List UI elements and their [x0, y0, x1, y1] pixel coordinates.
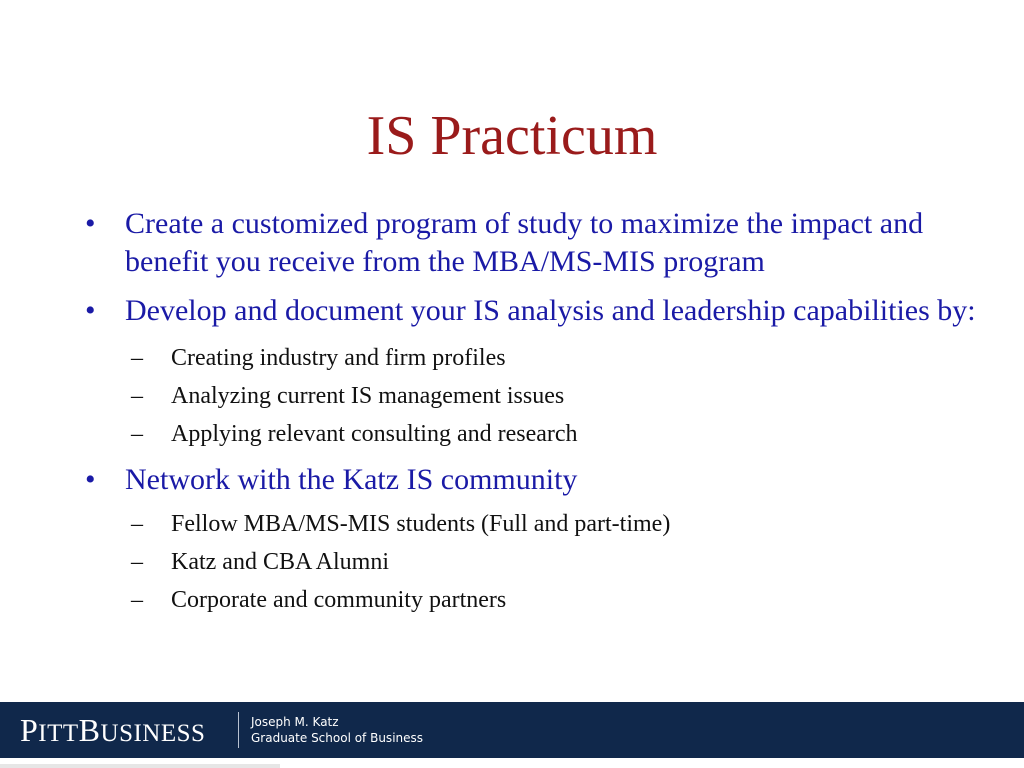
sub-bullet-list: [85, 339, 995, 453]
sub-bullet-item: [131, 543, 995, 581]
sub-bullet-mark: –: [131, 511, 143, 537]
bullet-mark: •: [85, 463, 96, 496]
bullet-mark: •: [85, 294, 96, 327]
sub-bullet-list: [85, 505, 995, 619]
logo-divider: [238, 712, 239, 748]
bottom-line: [0, 764, 280, 768]
sub-bullet-item: [131, 377, 995, 415]
sub-bullet-item: [131, 505, 995, 543]
logo-b: B: [78, 712, 101, 748]
sub-bullet-text: Katz and CBA Alumni: [171, 549, 389, 575]
school-name-line2: Graduate School of Business: [251, 731, 424, 745]
logo-itt: ITT: [38, 720, 79, 747]
logo-usiness: USINESS: [100, 720, 206, 747]
sub-bullet-text: Corporate and community partners: [171, 587, 507, 613]
sub-bullet-text: Applying relevant consulting and research: [171, 421, 578, 447]
bullet-mark: •: [85, 207, 96, 240]
sub-bullet-mark: –: [131, 421, 143, 447]
bullet-text: Create a customized program of study to maximize the impact and benefit you receive from the MBA/MS-MIS program: [125, 207, 924, 278]
school-name-line1: Joseph M. Katz: [251, 715, 339, 729]
pitt-business-logo: [20, 712, 205, 752]
slide-title: IS Practicum: [366, 105, 658, 167]
bullet-list: [85, 205, 995, 627]
sub-bullet-mark: –: [131, 345, 143, 371]
bullet-item: [85, 461, 995, 499]
sub-bullet-text: Analyzing current IS management issues: [171, 383, 565, 409]
logo-p: P: [20, 712, 39, 748]
bullet-item: [85, 289, 995, 333]
school-name: [251, 714, 423, 746]
sub-bullet-mark: –: [131, 549, 143, 575]
sub-bullet-item: [131, 415, 995, 453]
footer-banner: [0, 702, 1024, 758]
bullet-text: Develop and document your IS analysis and leadership capabilities by:: [125, 294, 976, 327]
sub-bullet-text: Creating industry and firm profiles: [171, 345, 506, 371]
sub-bullet-mark: –: [131, 587, 143, 613]
bullet-item: [85, 205, 995, 281]
sub-bullet-text: Fellow MBA/MS-MIS students (Full and part-time): [171, 511, 671, 537]
sub-bullet-item: [131, 581, 995, 619]
sub-bullet-item: [131, 339, 995, 377]
bullet-text: Network with the Katz IS community: [125, 463, 578, 496]
sub-bullet-mark: –: [131, 383, 143, 409]
